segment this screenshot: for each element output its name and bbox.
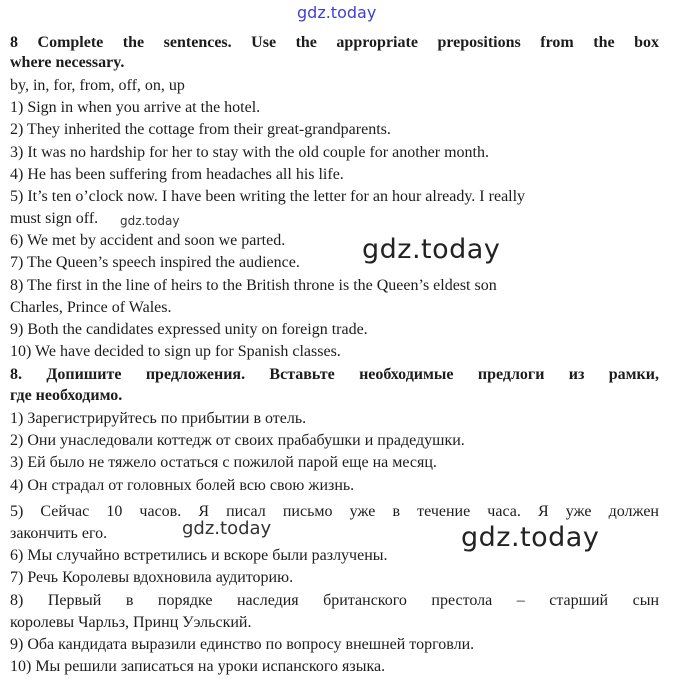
exercise-title-en: 8 Complete the sentences. Use the appropriate prepositions from the box <box>10 34 659 51</box>
sentence-en-5: 5) It’s ten o’clock now. I have been writing the letter for an hour already. I really <box>10 188 526 205</box>
sentence-ru-4: 4) Он страдал от головных болей всю свою жизнь. <box>10 477 355 494</box>
sentence-en-1: 1) Sign in when you arrive at the hotel. <box>10 99 261 116</box>
sentence-ru-1: 1) Зарегистрируйтесь по прибытии в отель. <box>10 410 307 427</box>
sentence-en-7: 7) The Queen’s speech inspired the audience. <box>10 254 300 271</box>
preposition-box: by, in, for, from, off, on, up <box>10 77 185 94</box>
sentence-en-8: 8) The first in the line of heirs to the British throne is the Queen’s eldest son <box>10 277 497 294</box>
sentence-ru-2: 2) Они унаследовали коттедж от своих прабабушки и прадедушки. <box>10 432 465 449</box>
sentence-en-6: 6) We met by accident and soon we parted. <box>10 232 286 249</box>
exercise-title-ru-cont: где необходимо. <box>10 387 123 404</box>
sentence-ru-9: 9) Оба кандидата выразили единство по вопросу внешней торговли. <box>10 636 475 653</box>
watermark-big-2: gdz.today <box>461 522 600 553</box>
sentence-en-5-cont: must sign off. <box>10 210 99 227</box>
watermark-small: gdz.today <box>120 214 180 228</box>
sentence-ru-10: 10) Мы решили записаться на уроки испанского языка. <box>10 658 386 675</box>
sentence-en-8-cont: Charles, Prince of Wales. <box>10 299 172 316</box>
exercise-title-en-cont: where necessary. <box>10 54 125 71</box>
sentence-ru-7: 7) Речь Королевы вдохновила аудиторию. <box>10 569 294 586</box>
sentence-ru-5-cont: закончить его. <box>10 525 108 542</box>
sentence-ru-8-cont: королевы Чарльз, Принц Уэльский. <box>10 614 252 631</box>
sentence-ru-3: 3) Ей было не тяжело остаться с пожилой парой еще на месяц. <box>10 454 437 471</box>
sentence-ru-8: 8) Первый в порядке наследия британского престола – старший сын <box>10 592 659 609</box>
sentence-en-10: 10) We have decided to sign up for Spanish classes. <box>10 343 341 360</box>
watermark-top: gdz.today <box>297 3 377 22</box>
sentence-en-9: 9) Both the candidates expressed unity on foreign trade. <box>10 321 368 338</box>
sentence-en-2: 2) They inherited the cottage from their great-grandparents. <box>10 121 391 138</box>
watermark-big-1: gdz.today <box>362 234 501 265</box>
sentence-en-4: 4) He has been suffering from headaches all his life. <box>10 166 344 183</box>
sentence-en-3: 3) It was no hardship for her to stay with the old couple for another month. <box>10 144 489 161</box>
watermark-mid: gdz.today <box>182 518 272 539</box>
sentence-ru-6: 6) Мы случайно встретились и вскоре были разлучены. <box>10 547 388 564</box>
exercise-title-ru: 8. Допишите предложения. Вставьте необходимые предлоги из рамки, <box>10 366 659 383</box>
sentence-ru-5: 5) Сейчас 10 часов. Я писал письмо уже в течение часа. Я уже должен <box>10 503 659 520</box>
